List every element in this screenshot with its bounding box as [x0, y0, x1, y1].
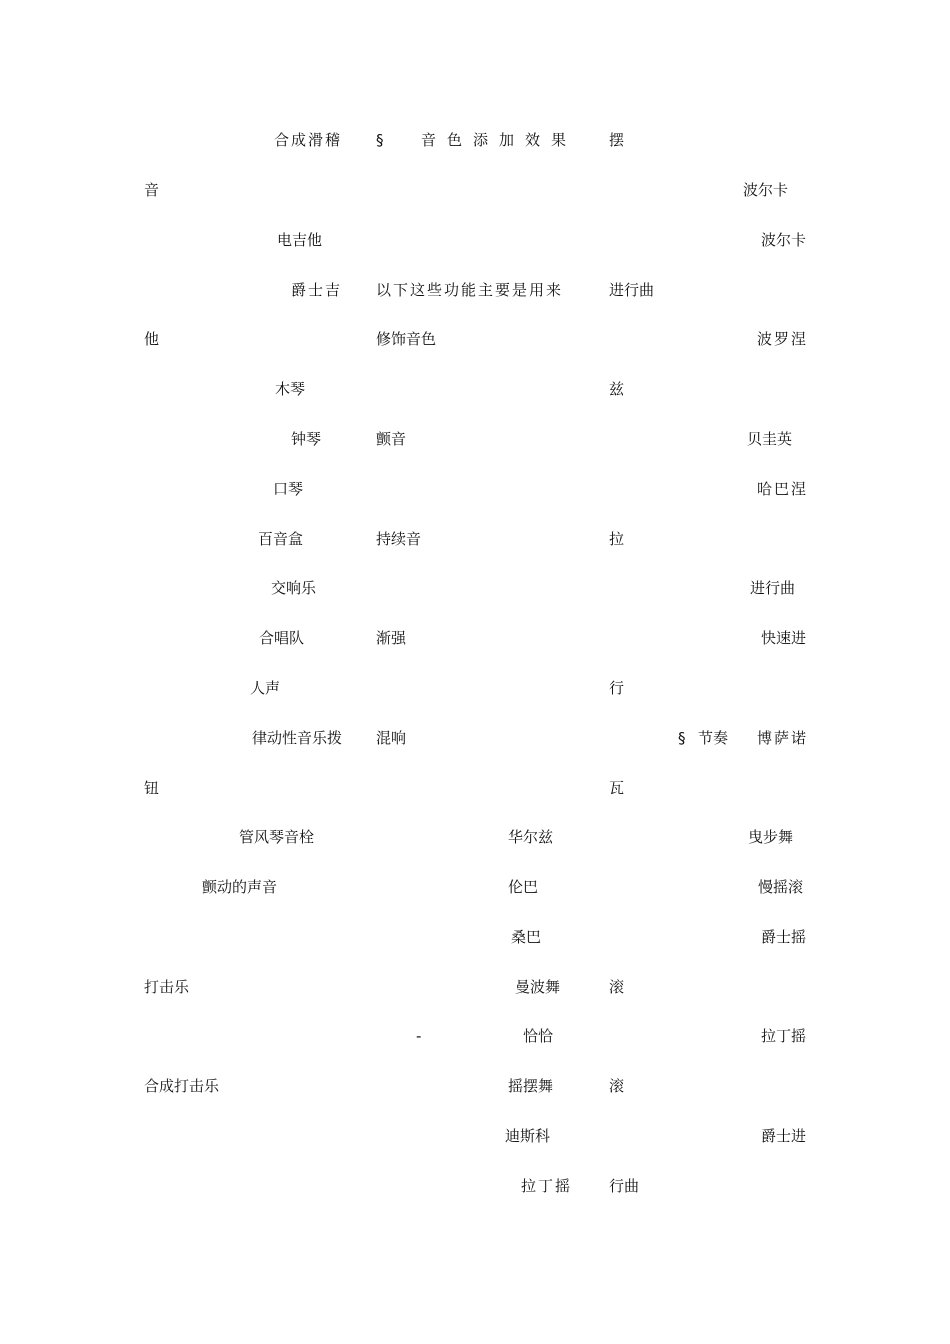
section-mark-effects: § [376, 131, 384, 149]
rhythm-polka: 波尔卡 [742, 181, 788, 199]
rhythm-polka-2: 波尔卡 [760, 231, 806, 249]
effect-sustain: 持续音 [376, 530, 422, 548]
instrument-electric-guitar: 电吉他 [277, 231, 323, 249]
instrument-percussion: 打击乐 [144, 978, 190, 996]
effect-crescendo: 渐强 [376, 629, 407, 647]
instrument-synth-comic: 合成滑稽 [273, 131, 342, 149]
rhythm-samba: 桑巴 [511, 928, 542, 946]
rhythm-swing: 摇摆舞 [508, 1077, 554, 1095]
instrument-rhythm-pluck-wrap: 钮 [144, 779, 160, 797]
effect-vibrato: 颤音 [376, 430, 407, 448]
rhythm-waltz: 华尔兹 [508, 828, 554, 846]
effects-intro-line-2: 修饰音色 [376, 330, 437, 348]
instrument-xylophone: 木琴 [275, 380, 306, 398]
wrap-text-bossa-nova: 瓦 [609, 779, 625, 797]
wrap-text-habanera: 拉 [609, 530, 625, 548]
instrument-harmonica: 口琴 [273, 480, 304, 498]
instrument-organ-stops: 管风琴音栓 [239, 828, 315, 846]
rhythm-beguine: 贝圭英 [746, 430, 792, 448]
rhythm-cha-cha: 恰恰 [523, 1027, 554, 1045]
rhythm-quickstep: 快速进 [760, 629, 806, 647]
rhythm-rumba: 伦巴 [508, 878, 539, 896]
section-title-rhythm: 节奏 [698, 729, 729, 747]
rhythm-shuffle: 曳步舞 [747, 828, 793, 846]
rhythm-disco: 迪斯科 [505, 1127, 551, 1145]
wrap-text-jazz-march: 行曲 [609, 1177, 640, 1195]
rhythm-jazz-rock: 爵士摇 [760, 928, 806, 946]
rhythm-slow-rock: 慢摇滚 [757, 878, 803, 896]
instrument-voice: 人声 [250, 679, 281, 697]
instrument-synth-comic-wrap: 音 [144, 181, 160, 199]
section-mark-rhythm: § [678, 729, 686, 747]
rhythm-jazz-march: 爵士进 [760, 1127, 806, 1145]
wrap-text-latin-rock: 滚 [609, 1077, 625, 1095]
instrument-music-box: 百音盒 [258, 530, 304, 548]
rhythm-mambo: 曼波舞 [515, 978, 561, 996]
rhythm-polonaise: 波罗涅 [756, 330, 808, 348]
wrap-text-march: 进行曲 [609, 281, 655, 299]
wrap-text-quickstep: 行 [609, 679, 625, 697]
section-title-effects: 音色添加效果 [421, 131, 578, 149]
instrument-choir: 合唱队 [259, 629, 305, 647]
instrument-orchestra: 交响乐 [271, 579, 317, 597]
dash-mark: - [416, 1027, 422, 1045]
instrument-synth-percussion: 合成打击乐 [144, 1077, 220, 1095]
rhythm-latin-rock-2: 拉丁摇 [760, 1027, 806, 1045]
instrument-jazz-guitar-wrap: 他 [144, 330, 160, 348]
rhythm-latin-rock: 拉丁摇 [521, 1177, 573, 1195]
rhythm-habanera: 哈巴涅 [756, 480, 808, 498]
instrument-jazz-guitar: 爵士吉 [290, 281, 342, 299]
instrument-glockenspiel: 钟琴 [291, 430, 322, 448]
instrument-rhythm-pluck: 律动性音乐拨 [251, 729, 342, 747]
rhythm-bossa-nova: 博萨诺 [756, 729, 808, 747]
instrument-vibrating-sound: 颤动的声音 [202, 878, 278, 896]
wrap-text-polonaise: 兹 [609, 380, 625, 398]
wrap-text-swing: 摆 [609, 131, 625, 149]
rhythm-march: 进行曲 [749, 579, 795, 597]
wrap-text-jazz-rock: 滚 [609, 978, 625, 996]
effect-reverb: 混响 [376, 729, 407, 747]
effects-intro-line-1: 以下这些功能主要是用来 [376, 281, 564, 299]
